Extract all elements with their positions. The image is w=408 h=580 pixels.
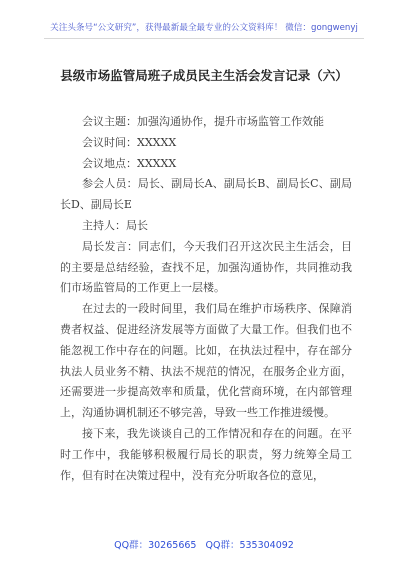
footer-qq-group-1: QQ群：30265665 — [114, 540, 197, 551]
footer-qq-group-2: QQ群：535304092 — [205, 540, 294, 551]
meeting-location: 会议地点：XXXXX — [82, 156, 177, 170]
speech-paragraph: 局长发言：同志们，今天我们召开这次民主生活会，目的主要是总结经验，查找不足，加强沟通协作，共同推动我们市场监管局的工作更上一层楼。 — [60, 239, 352, 295]
document-body — [60, 112, 352, 486]
header-promo-note: 关注头条号“公文研究”，获得最新最全最专业的公文资料库！ 微信：gongwenyj — [50, 23, 358, 33]
header-divider — [44, 38, 364, 39]
meeting-host: 主持人：局长 — [82, 218, 148, 232]
meeting-attendees: 参会人员：局长、副局长A、副局长B、副局长C、副局长D、副局长E — [60, 177, 352, 212]
meeting-time: 会议时间：XXXXX — [82, 135, 177, 149]
speech-paragraph: 在过去的一段时间里，我们局在维护市场秩序、保障消费者权益、促进经济发展等方面做了大量工作。但我们也不能忽视工作中存在的问题。比如，在执法过程中，存在部分执法人员业务不精、执法不规范的情况，在服务企业方面，还需要进一步提高效率和质量，优化营商环境，在内部管理上，沟通协调机制还不够完善，导致一些工作推进缓慢。 — [60, 302, 352, 420]
document-title: 县级市场监管局班子成员民主生活会发言记录（六） — [60, 68, 348, 83]
speech-paragraph: 接下来，我先谈谈自己的工作情况和存在的问题。在平时工作中，我能够积极履行局长的职责，努力统筹全局工作，但有时在决策过程中，没有充分听取各位的意见， — [60, 426, 352, 482]
meeting-topic: 会议主题：加强沟通协作，提升市场监管工作效能 — [82, 115, 324, 128]
footer-contacts — [0, 537, 408, 551]
